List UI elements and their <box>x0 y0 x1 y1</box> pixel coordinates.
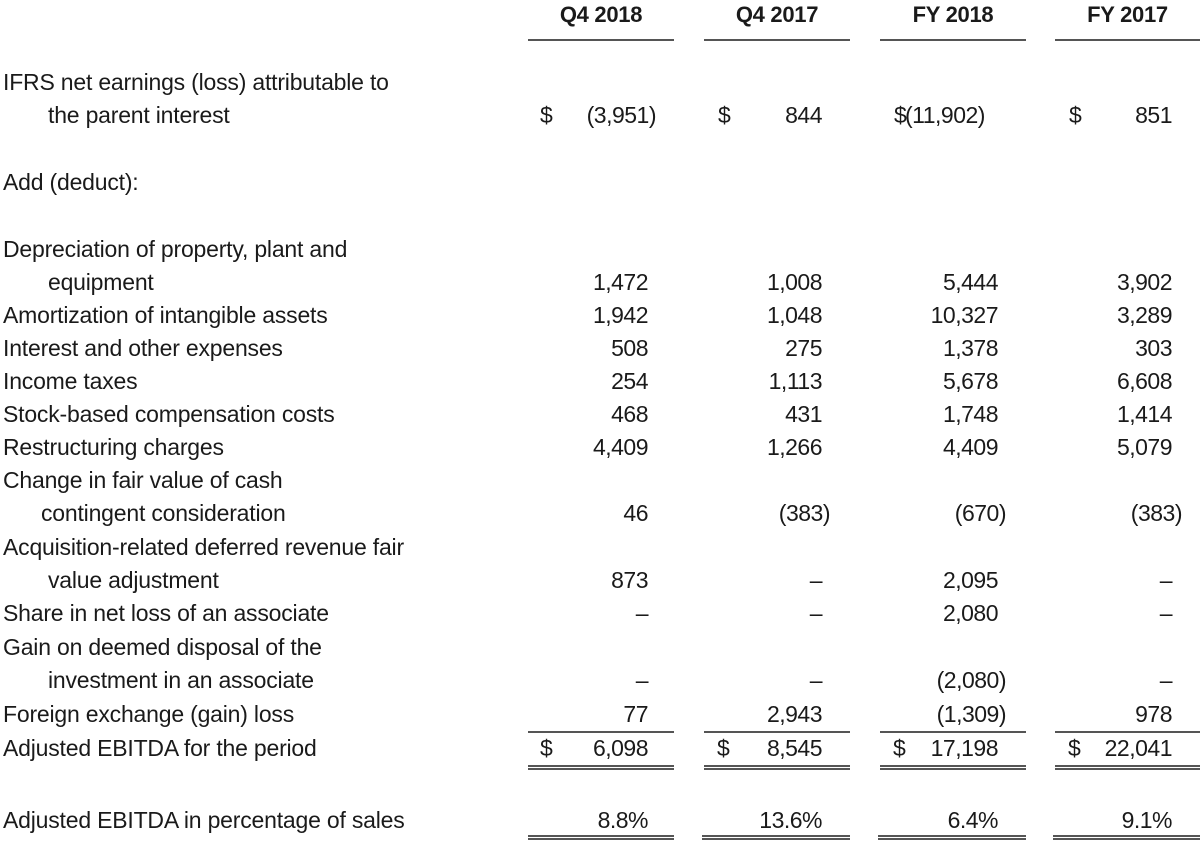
currency-symbol: $ <box>718 102 731 128</box>
header-underline <box>704 39 850 41</box>
cell-fy-2018: 5,444 <box>942 269 998 295</box>
cell-q4-2018: 1,942 <box>592 302 648 328</box>
currency-symbol: $ <box>1069 102 1082 128</box>
cell-fy-2018: 6.4% <box>947 807 998 833</box>
cell-q4-2018: 873 <box>611 567 648 593</box>
cell-fy-2017: – <box>1159 567 1172 593</box>
header-underline <box>528 39 674 41</box>
cell-fy-2018: 10,327 <box>930 302 998 328</box>
row-label: Stock-based compensation costs <box>3 401 335 427</box>
cell-fy-2018: (1,309) <box>936 701 1006 727</box>
cell-q4-2017: 1,048 <box>766 302 822 328</box>
cell-q4-2018: 508 <box>611 335 648 361</box>
row-label: Share in net loss of an associate <box>3 600 329 626</box>
row-label-continuation: the parent interest <box>48 102 230 128</box>
cell-q4-2017: 13.6% <box>759 807 822 833</box>
total-double-underline <box>880 765 1026 770</box>
cell-q4-2017: 1,008 <box>766 269 822 295</box>
row-label: Change in fair value of cash <box>3 467 283 493</box>
cell-fy-2017: 978 <box>1135 701 1172 727</box>
cell-q4-2018: 6,098 <box>592 735 648 761</box>
cell-fy-2018: 2,080 <box>942 600 998 626</box>
percentage-double-underline <box>702 835 850 840</box>
cell-fy-2017: (383) <box>1130 500 1182 526</box>
cell-fy-2018: (670) <box>954 500 1006 526</box>
cell-fy-2018: 2,095 <box>942 567 998 593</box>
header-underline <box>880 39 1026 41</box>
cell-fy-2017: 6,608 <box>1116 368 1172 394</box>
cell-fy-2018: 4,409 <box>942 434 998 460</box>
cell-q4-2018: 1,472 <box>592 269 648 295</box>
cell-q4-2017: – <box>809 667 822 693</box>
total-double-underline <box>704 765 850 770</box>
cell-fy-2017: 3,289 <box>1116 302 1172 328</box>
currency-symbol: $ <box>1068 735 1081 761</box>
cell-fy-2017: – <box>1159 667 1172 693</box>
cell-q4-2017: 2,943 <box>766 701 822 727</box>
currency-symbol: $ <box>717 735 730 761</box>
row-label: Acquisition-related deferred revenue fair <box>3 534 404 560</box>
cell-q4-2017: 1,113 <box>768 368 822 394</box>
cell-q4-2018: 4,409 <box>592 434 648 460</box>
cell-q4-2018: 77 <box>623 701 648 727</box>
total-double-underline <box>528 765 674 770</box>
subtotal-underline <box>528 731 674 733</box>
cell-q4-2017: 844 <box>785 102 822 128</box>
row-label-continuation: investment in an associate <box>48 667 314 693</box>
cell-fy-2017: 1,414 <box>1116 401 1172 427</box>
currency-symbol: $ <box>540 735 553 761</box>
subtotal-underline <box>704 731 850 733</box>
percentage-double-underline <box>528 835 674 840</box>
column-header-q4-2017: Q4 2017 <box>735 2 819 27</box>
cell-fy-2017: 9.1% <box>1121 807 1172 833</box>
row-label: Gain on deemed disposal of the <box>3 634 322 660</box>
subtotal-underline <box>1055 731 1200 733</box>
row-label: Interest and other expenses <box>3 335 283 361</box>
cell-q4-2018: 8.8% <box>597 807 648 833</box>
cell-fy-2018: 17,198 <box>930 735 998 761</box>
cell-q4-2018: 254 <box>611 368 648 394</box>
header-underline <box>1055 39 1200 41</box>
row-label: Depreciation of property, plant and <box>3 236 348 262</box>
cell-q4-2018: – <box>635 600 648 626</box>
cell-q4-2017: (383) <box>778 500 830 526</box>
column-header-fy-2017: FY 2017 <box>1087 2 1168 27</box>
row-label-continuation: value adjustment <box>48 567 219 593</box>
cell-fy-2017: 5,079 <box>1116 434 1172 460</box>
currency-symbol: $ <box>894 102 907 128</box>
row-label: Adjusted EBITDA for the period <box>3 735 317 761</box>
column-header-fy-2018: FY 2018 <box>912 2 994 27</box>
cell-fy-2018: (2,080) <box>936 667 1006 693</box>
currency-symbol: $ <box>893 735 906 761</box>
cell-q4-2018: 46 <box>623 500 648 526</box>
cell-fy-2017: 303 <box>1135 335 1172 361</box>
cell-q4-2017: 8,545 <box>766 735 822 761</box>
percentage-double-underline <box>878 835 1026 840</box>
row-label: Adjusted EBITDA in percentage of sales <box>3 807 405 833</box>
cell-q4-2017: 431 <box>785 401 822 427</box>
cell-fy-2018: 5,678 <box>942 368 998 394</box>
cell-q4-2017: – <box>809 600 822 626</box>
cell-q4-2018: 468 <box>611 401 648 427</box>
row-label-continuation: contingent consideration <box>41 500 286 526</box>
cell-q4-2018: – <box>635 667 648 693</box>
cell-fy-2018: (11,902) <box>905 102 985 128</box>
cell-q4-2017: 1,266 <box>766 434 822 460</box>
cell-fy-2017: 3,902 <box>1116 269 1172 295</box>
subtotal-underline <box>880 731 1026 733</box>
cell-fy-2018: 1,378 <box>942 335 998 361</box>
row-label: Income taxes <box>3 368 138 394</box>
cell-fy-2017: 851 <box>1135 102 1172 128</box>
row-label: Amortization of intangible assets <box>3 302 328 328</box>
row-label: Restructuring charges <box>3 434 224 460</box>
cell-q4-2017: – <box>809 567 822 593</box>
section-label-add-deduct: Add (deduct): <box>3 169 139 195</box>
cell-fy-2017: 22,041 <box>1104 735 1172 761</box>
cell-q4-2017: 275 <box>785 335 822 361</box>
column-header-q4-2018: Q4 2018 <box>559 2 643 27</box>
cell-fy-2017: – <box>1159 600 1172 626</box>
cell-fy-2018: 1,748 <box>942 401 998 427</box>
cell-q4-2018: (3,951) <box>586 102 656 128</box>
row-label: IFRS net earnings (loss) attributable to <box>3 69 389 95</box>
row-label: Foreign exchange (gain) loss <box>3 701 295 727</box>
row-label-continuation: equipment <box>48 269 154 295</box>
currency-symbol: $ <box>540 102 553 128</box>
percentage-double-underline <box>1053 835 1200 840</box>
total-double-underline <box>1055 765 1200 770</box>
